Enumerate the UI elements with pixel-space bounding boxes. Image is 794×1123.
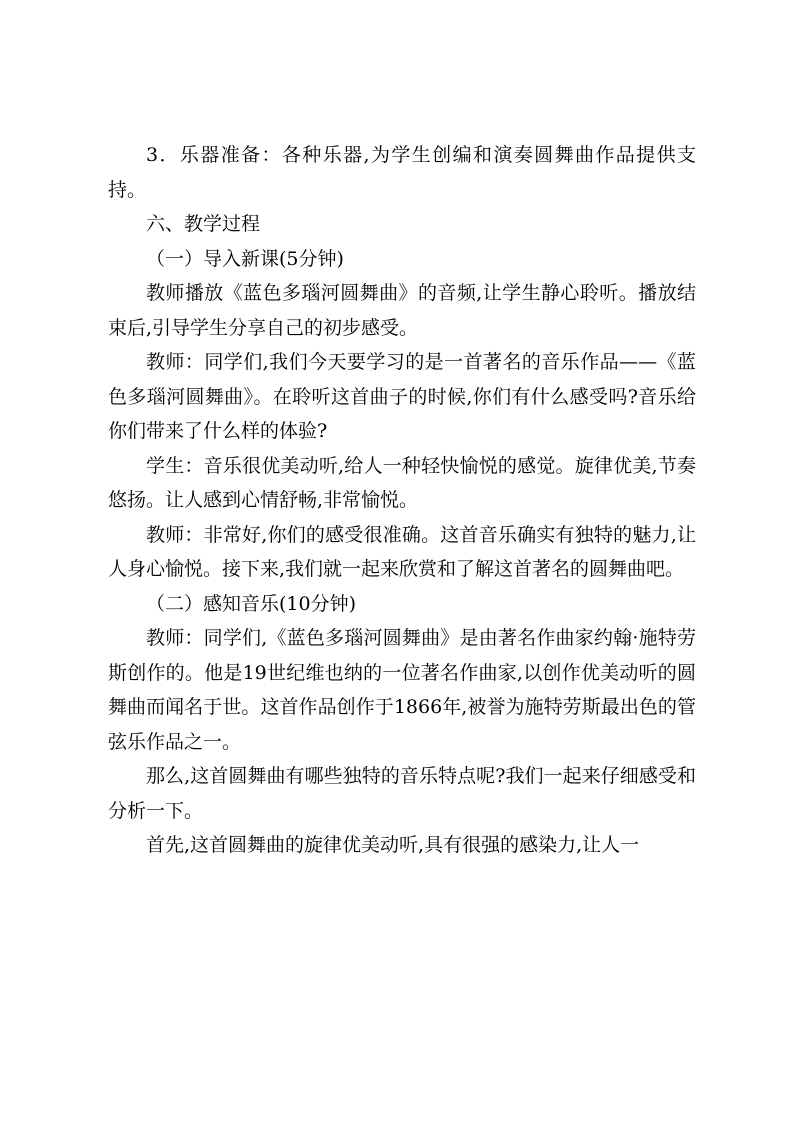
document-body <box>108 138 696 863</box>
paragraph-teacher-response: 教师：非常好,你们的感受很准确。这首音乐确实有独特的魅力,让人身心愉悦。接下来,我们就一起来欣赏和了解这首著名的圆舞曲吧。 <box>108 523 696 580</box>
subheading-introduction: （一）导入新课(5分钟) <box>146 247 344 270</box>
paragraph-play-audio: 教师播放《蓝色多瑙河圆舞曲》的音频,让学生静心聆听。播放结束后,引导学生分享自己的初步感受。 <box>108 282 696 339</box>
paragraph-teacher-question: 教师：同学们,我们今天要学习的是一首著名的音乐作品——《蓝色多瑙河圆舞曲》。在聆听这首曲子的时候,你们有什么感受吗?音乐给你们带来了什么样的体验? <box>108 351 696 442</box>
paragraph-student-answer: 学生：音乐很优美动听,给人一种轻快愉悦的感觉。旋律优美,节奏悠扬。让人感到心情舒畅,非常愉悦。 <box>108 454 696 511</box>
paragraph-instrument-prep: 3．乐器准备：各种乐器,为学生创编和演奏圆舞曲作品提供支持。 <box>108 144 696 201</box>
section-heading-teaching-process: 六、教学过程 <box>146 213 261 235</box>
paragraph-melody: 首先,这首圆舞曲的旋律优美动听,具有很强的感染力,让人一 <box>146 834 640 856</box>
subheading-perceive-music: （二）感知音乐(10分钟) <box>146 592 357 615</box>
paragraph-music-features: 那么,这首圆舞曲有哪些独特的音乐特点呢?我们一起来仔细感受和分析一下。 <box>108 765 696 822</box>
paragraph-composer-intro: 教师：同学们,《蓝色多瑙河圆舞曲》是由著名作曲家约翰·施特劳斯创作的。他是19世纪维也纳的一位著名作曲家,以创作优美动听的圆舞曲而闻名于世。这首作品创作于1866年,被誉为施特劳斯最出色的管弦乐作品之一。 <box>108 627 696 753</box>
